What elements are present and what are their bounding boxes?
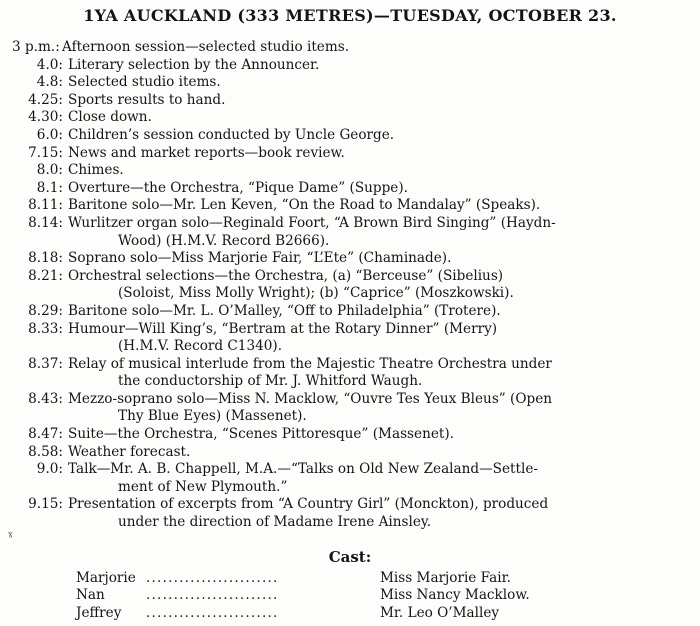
- entry-line: News and market reports—book review.: [68, 144, 345, 161]
- entry-line: Wurlitzer organ solo—Reginald Foort, “A Brown Bird Singing” (Haydn-: [68, 214, 556, 231]
- entry-line: (Soloist, Miss Molly Wright); (b) “Caprice” (Moszkowski).: [118, 285, 514, 302]
- programme-heading: 1YA AUCKLAND (333 METRES)—TUESDAY, OCTOBER 23.: [83, 6, 617, 25]
- programme-entry: [0, 444, 700, 462]
- programme-entry: [0, 461, 700, 496]
- cast-actor: Miss Nancy Macklow.: [380, 587, 530, 604]
- entry-description: [68, 461, 688, 496]
- entry-line: Thy Blue Eyes) (Massenet).: [118, 408, 307, 425]
- entry-time: 8.47:: [28, 426, 63, 443]
- entry-line: Suite—the Orchestra, “Scenes Pittoresque” (Massenet).: [68, 426, 454, 443]
- programme-entry: [0, 426, 700, 444]
- entry-line: ment of New Plymouth.”: [118, 478, 288, 495]
- entry-line: the conductorship of Mr. J. Whitford Waugh.: [118, 373, 423, 390]
- leader-dots: ........................: [146, 570, 279, 586]
- programme-entry: [0, 92, 700, 110]
- entry-line: Relay of musical interlude from the Majestic Theatre Orchestra under: [68, 355, 552, 372]
- entry-description: [68, 303, 688, 321]
- entry-description: [68, 197, 688, 215]
- entry-time: 8.58:: [28, 443, 63, 460]
- programme-entry: [0, 162, 700, 180]
- entry-line: Overture—the Orchestra, “Pique Dame” (Suppe).: [68, 179, 408, 196]
- programme-entry: [0, 145, 700, 163]
- programme-entry: [0, 215, 700, 250]
- entry-description: [68, 426, 688, 444]
- entry-description: [68, 145, 688, 163]
- entry-line: Mezzo-soprano solo—Miss N. Macklow, “Ouvre Tes Yeux Bleus” (Open: [68, 390, 553, 407]
- programme-entry: [0, 39, 700, 57]
- entry-description: [68, 127, 688, 145]
- entry-line: (H.M.V. Record C1340).: [118, 338, 283, 355]
- cast-role: Jeffrey: [76, 604, 122, 621]
- entry-time: 8.37:: [28, 355, 63, 372]
- entry-line: Afternoon session—selected studio items.: [62, 39, 350, 55]
- entry-time: 4.25:: [28, 91, 63, 108]
- entry-line: Talk—Mr. A. B. Chappell, M.A.—“Talks on Old New Zealand—Settle-: [68, 461, 538, 478]
- cast-actor: Mr. Leo O’Malley: [380, 604, 500, 621]
- entry-line: under the direction of Madame Irene Ainsley.: [118, 514, 432, 531]
- entry-line: Close down.: [68, 109, 152, 126]
- entry-time: 8.29:: [28, 302, 63, 319]
- entry-description: [0, 39, 682, 57]
- programme-entry: [0, 180, 700, 198]
- entry-time: 8.11:: [28, 197, 63, 214]
- entry-line: Sports results to hand.: [68, 91, 226, 108]
- entry-line: Wood) (H.M.V. Record B2666).: [118, 232, 330, 249]
- programme-entry: [0, 391, 700, 426]
- entry-line: Literary selection by the Announcer.: [68, 56, 320, 73]
- programme-entry: [0, 250, 700, 268]
- entry-time: 8.1:: [36, 179, 63, 196]
- entry-time: 6.0:: [36, 126, 63, 143]
- entry-description: [68, 321, 688, 356]
- entry-description: [68, 180, 688, 198]
- entry-time: 9.15:: [28, 496, 63, 513]
- entry-description: [68, 496, 688, 531]
- entry-line: Presentation of excerpts from “A Country Girl” (Monckton), produced: [68, 496, 549, 513]
- entry-description: [68, 215, 688, 250]
- entry-line: Baritone solo—Mr. L. O’Malley, “Off to Philadelphia” (Trotere).: [68, 302, 501, 319]
- entry-line: Soprano solo—Miss Marjorie Fair, “L’Ete” (Chaminade).: [68, 250, 452, 267]
- entry-description: [68, 162, 688, 180]
- cast-row: [76, 570, 636, 587]
- programme-entry: [0, 197, 700, 215]
- cast-list: [76, 570, 636, 622]
- entry-line: Baritone solo—Mr. Len Keven, “On the Road to Mandalay” (Speaks).: [68, 197, 541, 214]
- entry-description: [68, 444, 688, 462]
- entry-time: 3 p.m.:: [12, 39, 60, 55]
- entry-time: 7.15:: [28, 144, 63, 161]
- leader-dots: ........................: [146, 587, 279, 604]
- entry-description: [68, 109, 688, 127]
- programme-entry: [0, 127, 700, 145]
- programme-entry: [0, 268, 700, 303]
- entry-description: [68, 74, 688, 92]
- programme-entry: [0, 109, 700, 127]
- programme-entry: [0, 74, 700, 92]
- entry-line: Children’s session conducted by Uncle George.: [68, 126, 395, 143]
- cast-row: [76, 587, 636, 604]
- entry-time: 8.33:: [28, 320, 63, 337]
- programme-list: [0, 39, 700, 532]
- cast-title: Cast:: [328, 548, 372, 566]
- programme-entry: [0, 303, 700, 321]
- entry-description: [68, 92, 688, 110]
- entry-line: Weather forecast.: [68, 443, 191, 460]
- entry-time: 9.0:: [36, 461, 63, 478]
- programme-entry: [0, 57, 700, 75]
- cast-role: Nan: [76, 587, 105, 604]
- entry-description: [68, 356, 688, 391]
- entry-time: 8.14:: [28, 214, 63, 231]
- entry-description: [68, 268, 688, 303]
- programme-entry: [0, 321, 700, 356]
- entry-time: 4.0:: [36, 56, 63, 73]
- entry-time: 4.30:: [28, 109, 63, 126]
- entry-description: [68, 391, 688, 426]
- cast-row: [76, 605, 636, 622]
- margin-mark: ˠ: [8, 529, 13, 543]
- entry-time: 8.0:: [36, 162, 63, 179]
- leader-dots: ........................: [146, 604, 279, 621]
- entry-time: 8.21:: [28, 267, 63, 284]
- programme-entry: [0, 496, 700, 531]
- entry-description: [68, 57, 688, 75]
- entry-time: 8.18:: [28, 250, 63, 267]
- entry-line: Humour—Will King’s, “Bertram at the Rotary Dinner” (Merry): [68, 320, 498, 337]
- cast-actor: Miss Marjorie Fair.: [380, 570, 511, 586]
- entry-line: Orchestral selections—the Orchestra, (a) “Berceuse” (Sibelius): [68, 267, 504, 284]
- programme-entry: [0, 356, 700, 391]
- entry-description: [68, 250, 688, 268]
- cast-role: Marjorie: [76, 570, 136, 586]
- entry-line: Chimes.: [68, 162, 124, 179]
- entry-line: Selected studio items.: [68, 74, 221, 91]
- entry-time: 8.43:: [28, 390, 63, 407]
- entry-time: 4.8:: [36, 74, 63, 91]
